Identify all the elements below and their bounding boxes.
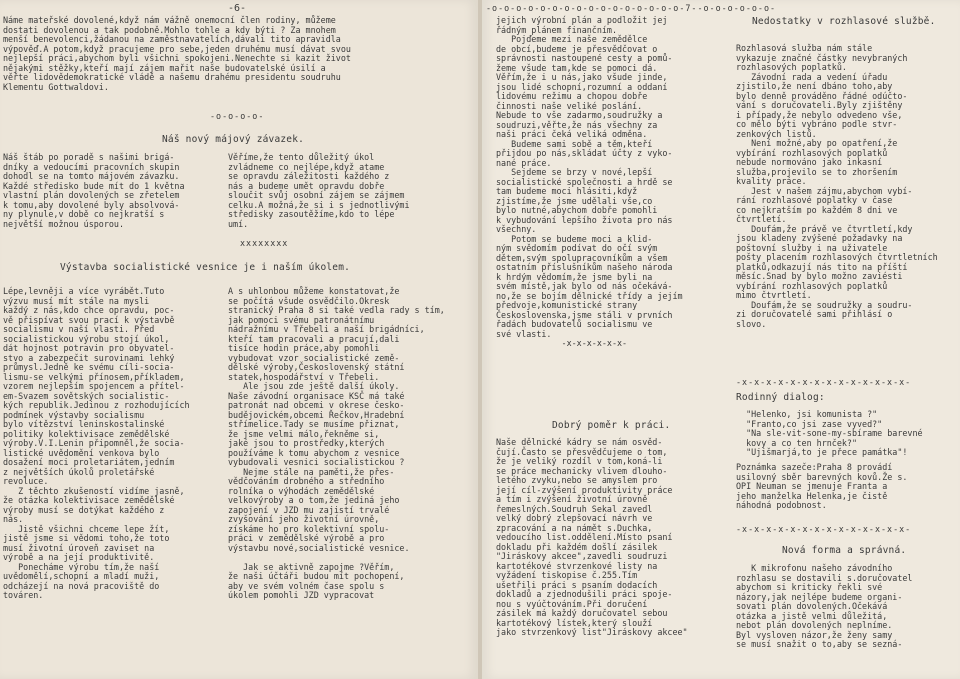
article-column-a: Lépe,levněji a více vyrábět.Tuto výzvu musí mít stále na mysli každý z nás,kdo chce opravdu, poc- vě přispívat svou prací k výstavbě socialismu v naší vlasti. Před socialistickou výrobu stojí úkol, dát hojnost potravin pro obyvatel- stvo a zabezpečit surovinami lehký průmysl.Jedně ke svému cíli-socia- lismu-se velkými přínosem,příkladem, vzorem nejlepším spojencem a přítel- em-Svazem sovětských socialistic- kých republik.Jedinou z rozhodujících podmínek výstavby socialismu bylo vítězství leninskostalinské politiky kolektivisace zemědělské výroby.V.I.Lenin připomněl,že socia- listické uvědomění venkova bylo dosažení moci proletariátem,jedním z největších úkolů proletářské revoluce. Z těchto zkušeností vidíme jasně, že otázka kolektivisace zemědělské výroby musí se dotýkat každého z nás. Jistě všichni chceme lepe žít, jistě jsme si vědomi toho,že toto musí životní úroveň zaviset na výrobě a na její produktivitě. Ponecháme výrobu tím,že naší uvědomělí,schopní a mladí muži, odcházejí na nová pracoviště do továren. xyxy=(3,286,190,600)
page-number: -o-o-o-o-o-o-o-o-o-o-o-o-o-o-o-o-7--o-o-o-o-o-o- xyxy=(486,3,777,13)
heading: Náš nový májový závazek. xyxy=(162,134,305,145)
separator: xxxxxxxx xyxy=(240,238,289,248)
separator: -o-o-o-o- xyxy=(210,111,265,121)
intro-paragraph: Náme mateřské dovolené,když nám vážně onemocní člen rodiny, můžeme dostati dovolenou a tak podobně.Mohlo tohle a kdy býti ? Za mnohem menší benevolenci,žádanou na zaměstnavatelích,dávali tito apravidla výpověď.A potom,když pracujeme pro sebe,jeden druhému musí dávat svou nejlepší práci,abychom byli všichni spokojeni.Nenechte si kazit život nějakými stěžky,kteří mají zájem mařit naše budovatelské úsilí a věřte lidovědemokratické vládě a našemu drahému presidentu soudruhu Klementu Gottwaldovi. xyxy=(3,15,351,92)
pledge-right-column: Věříme,že tento důležitý úkol zvládneme co nejlépe,když atame se opravdu záležitosti každého z nás a budeme umět opravdu dobře sloučit svůj osobní zájem se zájmem celku.A možná,že si i s jednotlivými středisky zasoutěžíme,kdo to lépe umí. xyxy=(228,152,410,229)
separator: -x-x-x-x-x-x-x-x-x-x-x-x-x-x- xyxy=(736,377,912,387)
page-number: -6- xyxy=(228,3,247,14)
heading: Dobrý poměr k práci. xyxy=(552,420,671,431)
typesetter-note: Poznámka sazeče:Praha 8 provádí usilovný sběr barevných kovů.Že s. OPI Neuman se jmenuje Franta a jeho manželka Helenka,je čistě náhodná podobnost. xyxy=(736,462,908,510)
left-page xyxy=(0,0,478,679)
right-page xyxy=(482,0,960,679)
heading: Rodinný dialog: xyxy=(736,392,825,403)
article-column-d2: K mikrofonu našeho závodního rozhlasu se dostavili s.doručovatel abychom si kriticky řekli své názory,jak nejlépe budeme organi- sovati plán dovolených.Očekává otázka a jistě velmi důležitá, nebot plán dovolených neplníme. Byl vysloven názor,že ženy samy se musí snažit o to,aby se sezná- xyxy=(736,563,913,649)
heading: Nedostatky v rozhlasové službě. xyxy=(752,16,936,27)
article-column-c: jejich výrobní plán a podložit jej řádným plánem finančním. Pojďeme mezi naše zemědělce de obcí,budeme je přesvědčovat o správnosti nastoupené cesty a pomů- žeme všude tam,kde se pomoci dá. Věřím,že i u nás,jako všude jinde, jsou lidé schopní,rozumní a oddaní lidovému režimu a chopou dobře činnosti naše veliké poslání. Nebude to vše zadarmo,soudružky a soudruzi,věřte,že nás všechny za naši práci čeká veliká odměna. Budeme sami sobě a těm,kteří přijdou po nás,skládat účty z vyko- nané práce. Sejdeme se brzy v nové,lepší socialistické společnosti a hrdě se tam budeme moci hlásiti,když zjistíme,že jsme udělali vše,co bylo nutné,abychom dobře pomohli k vybudování lepšího života pro nás všechny. Potom se budeme moci a klid- ným svědomím podívat do očí svým dětem,svým spolupracovníkům a všem ostatním příslušníkům našeho národa k hrdým vědomím,že jsme byli na svém místě,jak bylo od nás očekává- no,že se bojím dělnické třídy a jejím předvoje,komunistické strany Československa,jsme stáli v prvních řadách budovatelů socialismu ve své vlasti. -x-x-x-x-x-x- xyxy=(496,15,683,348)
separator: -x-x-x-x-x-x-x-x-x-x-x-x-x-x- xyxy=(736,524,912,534)
heading: Výstavba socialistické vesnice je i naším úkolem. xyxy=(60,262,351,273)
article-column-c2: Naše dělnické kádry se nám osvěd- čují.Často se přesvědčujeme o tom, že je veliký rozdíl v tom,koná-li se práce mechanicky vlivem dlouho- letého zvyku,nebo se amyslem pro její cíl-zvýšení produktivity práce a tím i zvýšení životní úrovně řemeslných.Soudruh Sekal zavedl velký dobrý zlepšovací návrh ve zpracování a na námět s.Duchka, vedoucího list.oddělení.Místo psaní dokladu při každém došlí zásilek "Jiráskovy akcee",zavedli soudruzi kartotékové stvrzenkové listy na vyžádení tiskopise č.255.Tím ušetřili práci s psaním dodacích dokladů a zjednodušili práci spoje- nou s vyúčtováním.Při doručení zásilek má každý doručovatel sebou kartotékový lístek,který slouží jako stvrzenkový list"Jiráskovy akcee" xyxy=(496,437,688,637)
dialog-text: "Helenko, jsi komunista ?" "Franto,co jsi zase vyved?" "Na sle-vit-sone-my-sbírame barevné kovy a co ten hrnček?" "Ujišmarjá,to je přece památka"! xyxy=(746,409,923,457)
heading: Nová forma a správná. xyxy=(782,545,907,556)
article-column-d1: Rozhlasová služba nám stále vykazuje značné částky nevybraných rozhlasových poplatků. Závodní rada a vedení úřadu zjistilo,že není dbáno toho,aby bylo denně prováděno řádné odúčto- vání s doručovateli.Byly zjištěny i případy,že nebylo odvedeno vše, co mělo býti vybráno podle stvr- zenkových listů. Není možné,aby po opatření,že vybírání rozhlasových poplatků nebude normováno jako inkasní služba,projevilo se to zhoršením kvality práce. Jest v našem zájmu,abychom vybí- rání rozhlasové poplatky v čase co nejkratším po každém 8 dni ve čtvrtletí. Doufám,že právě ve čtvrtletí,kdy jsou kladeny zvýšené požadavky na poštovní služby i na uživatele pošty placením rozhlasových čtvrtletních platků,odkazují nás tito na příští měsíc.Snad by bylo možno zaviésti vybírání rozhlasových poplatků mimo čtvrtletí. Doufám,že se soudružky a soudru- zi doručovatelé sami přihlásí o slovo. xyxy=(736,43,938,329)
article-column-b: A s uhlonbou můžeme konstatovat,že se počítá všude osvědčilo.Okresk stranický Praha 8 si také vedla rady s tím, jak pomoci svému patronátnímu nádražnímu v Třebeli a naší brigádníci, kteří tam pracovali a pracují,dali tisíce hodin práce,aby pomohli vybudovat vzor socialistické země- dělské výroby,Československý státní statek,hospodářství v Třebeli. Ale jsou zde ještě další úkoly. Naše závodní organisace KSČ má také patronát nad obcemi v okrese česko- budějovickém,obcemi Řečkov,Hradební střímelice.Tady se musíme přiznat, že jsme velmi málo,řekněme si, jaké jsou to prostředky,kterých používáme k tomu abychom z vesnice vybudovali vesnici socialistickou ? Nejme stále na paměti,že přes- vědčováním drobného a středního rolníka o výhodách zemědělské velkovýroby a o tom,že jediná jeho zapojení v JZD mu zajistí trvalé zvyšování jeho životní úrovně, získáme ho pro kolektivní spolu- práci v zemědělské výrobě a pro výstavbu nové,socialistické vesnice. Jak se aktivně zapojme ?Věřím, že naši účtáři budou mít pochopení, aby ve svém volném čase spolu s úkolem pomohli JZD vypracovat xyxy=(228,286,445,600)
pledge-left-column: Náš štáb po poradě s našimi brigá- dníky a vedoucími pracovních skupin dohodl se na tomto májovém závazku. Každé středisko bude mít do 1 května vlastní plán dovolených se zřetelem k tomu,aby dovolené byly absolvová- ny plynule,v době co nejkratší s největší možnou úsporou. xyxy=(3,152,185,229)
